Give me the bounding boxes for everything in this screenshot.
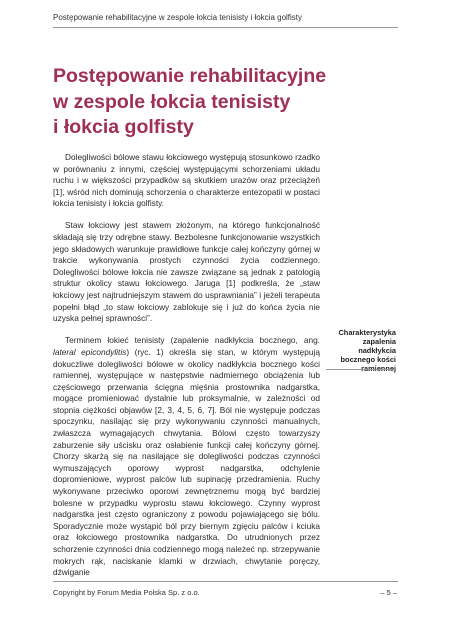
article-title <box>53 64 373 141</box>
footer-divider <box>53 581 398 582</box>
title-line-2: w zespole łokcia tenisisty <box>53 90 291 113</box>
header-divider <box>53 27 398 28</box>
article-body <box>53 152 320 579</box>
paragraph-2: Staw łokciowy jest stawem złożonym, na którego funkcjonalność składają się trzy odrębne stawy. Bezbolesne funkcjonowanie wszystkich jego składowych warunkuje prawidłowe funkcje całej kończyny górnej w trakcie wykonywania prostych czynności życia codziennego. Dolegliwości bólowe łokcia nie zawsze związane są jednak z patologią struktur okolicy stawu łokciowego. Jaruga [1] podkreśla, że „staw łokciowy jest najtrudniejszym stawem do usprawniania” i jeżeli terapeuta popełni błąd „to staw łokciowy zablokuje się i już do końca życia nie uzyska pełnej sprawności”. <box>53 220 320 324</box>
footer-copyright: Copyright by Forum Media Polska Sp. z o.o. <box>53 588 200 597</box>
page-number: – 5 – <box>380 588 397 597</box>
paragraph-3-rest: ) (ryc. 1) określa się stan, w którym występują dokuczliwe dolegliwości bólowe w okolicy nadkłykcia bocznego kości ramiennej, występujące w następstwie nadmiernego obciążenia lub częściowego przerwania ścięgna mięśnia prostownika nadgarstka, mogące promieniować dystalnie lub proksymalnie, w zależności od stopnia ciężkości objawów [2, 3, 4, 5, 6, 7]. Ból nie występuje podczas spoczynku, nasilając się przy wykonywaniu czynności manualnych, zwłaszcza wymagających chwytania. Bólowi często towarzyszy zaburzenie siły uścisku oraz osłabienie funkcji całej kończyny górnej. Chorzy skarżą się na nasilające się dolegliwości podczas czynności wymuszających oporowy wyprost nadgarstka, odchylenie dopromieniowe, wyprost palców lub supinację przedramienia. Ruchy wykonywane przeciwko oporowi zewnętrznemu mogą być bardziej bolesne w przypadku wyprostu stawu łokciowego. Czynny wyprost nadgarstka jest często ograniczony z powodu pojawiającego się bólu. Sporadycznie może wystąpić ból przy biernym zgięciu palców i kciuka oraz łokciowego prostownika nadgarstka. Do utrudnionych przez schorzenie czynności dnia codziennego mogą należeć np. strzepywanie mokrych rąk, naciskanie klamki w drzwiach, chwytanie poręczy, dźwiganie <box>53 346 320 578</box>
title-line-3: i łokcia golfisty <box>53 116 194 138</box>
margin-note-divider <box>326 369 396 370</box>
title-line-1: Postępowanie rehabilitacyjne <box>53 65 327 87</box>
running-header: Postępowanie rehabilitacyjne w zespole łokcia tenisisty i łokcia golfisty <box>53 13 303 22</box>
paragraph-1: Dolegliwości bólowe stawu łokciowego występują stosunkowo rzadko w porównaniu z innymi, częściej występującymi schorzeniami układu ruchu i w większości przypadków są skutkiem urazów oraz przeciążeń [1], wśród nich dominują schorzenia o charakterze entezopatii w postaci łokcia tenisisty i łokcia golfisty. <box>53 152 320 209</box>
margin-note: Charakterystyka zapalenia nadkłykcia bocznego kości ramiennej <box>338 328 396 373</box>
latin-term: lateral epicondylitis <box>53 346 127 357</box>
paragraph-3 <box>53 335 320 578</box>
paragraph-3-start: Terminem łokieć tenisisty (zapalenie nadkłykcia bocznego, ang. <box>65 335 320 346</box>
